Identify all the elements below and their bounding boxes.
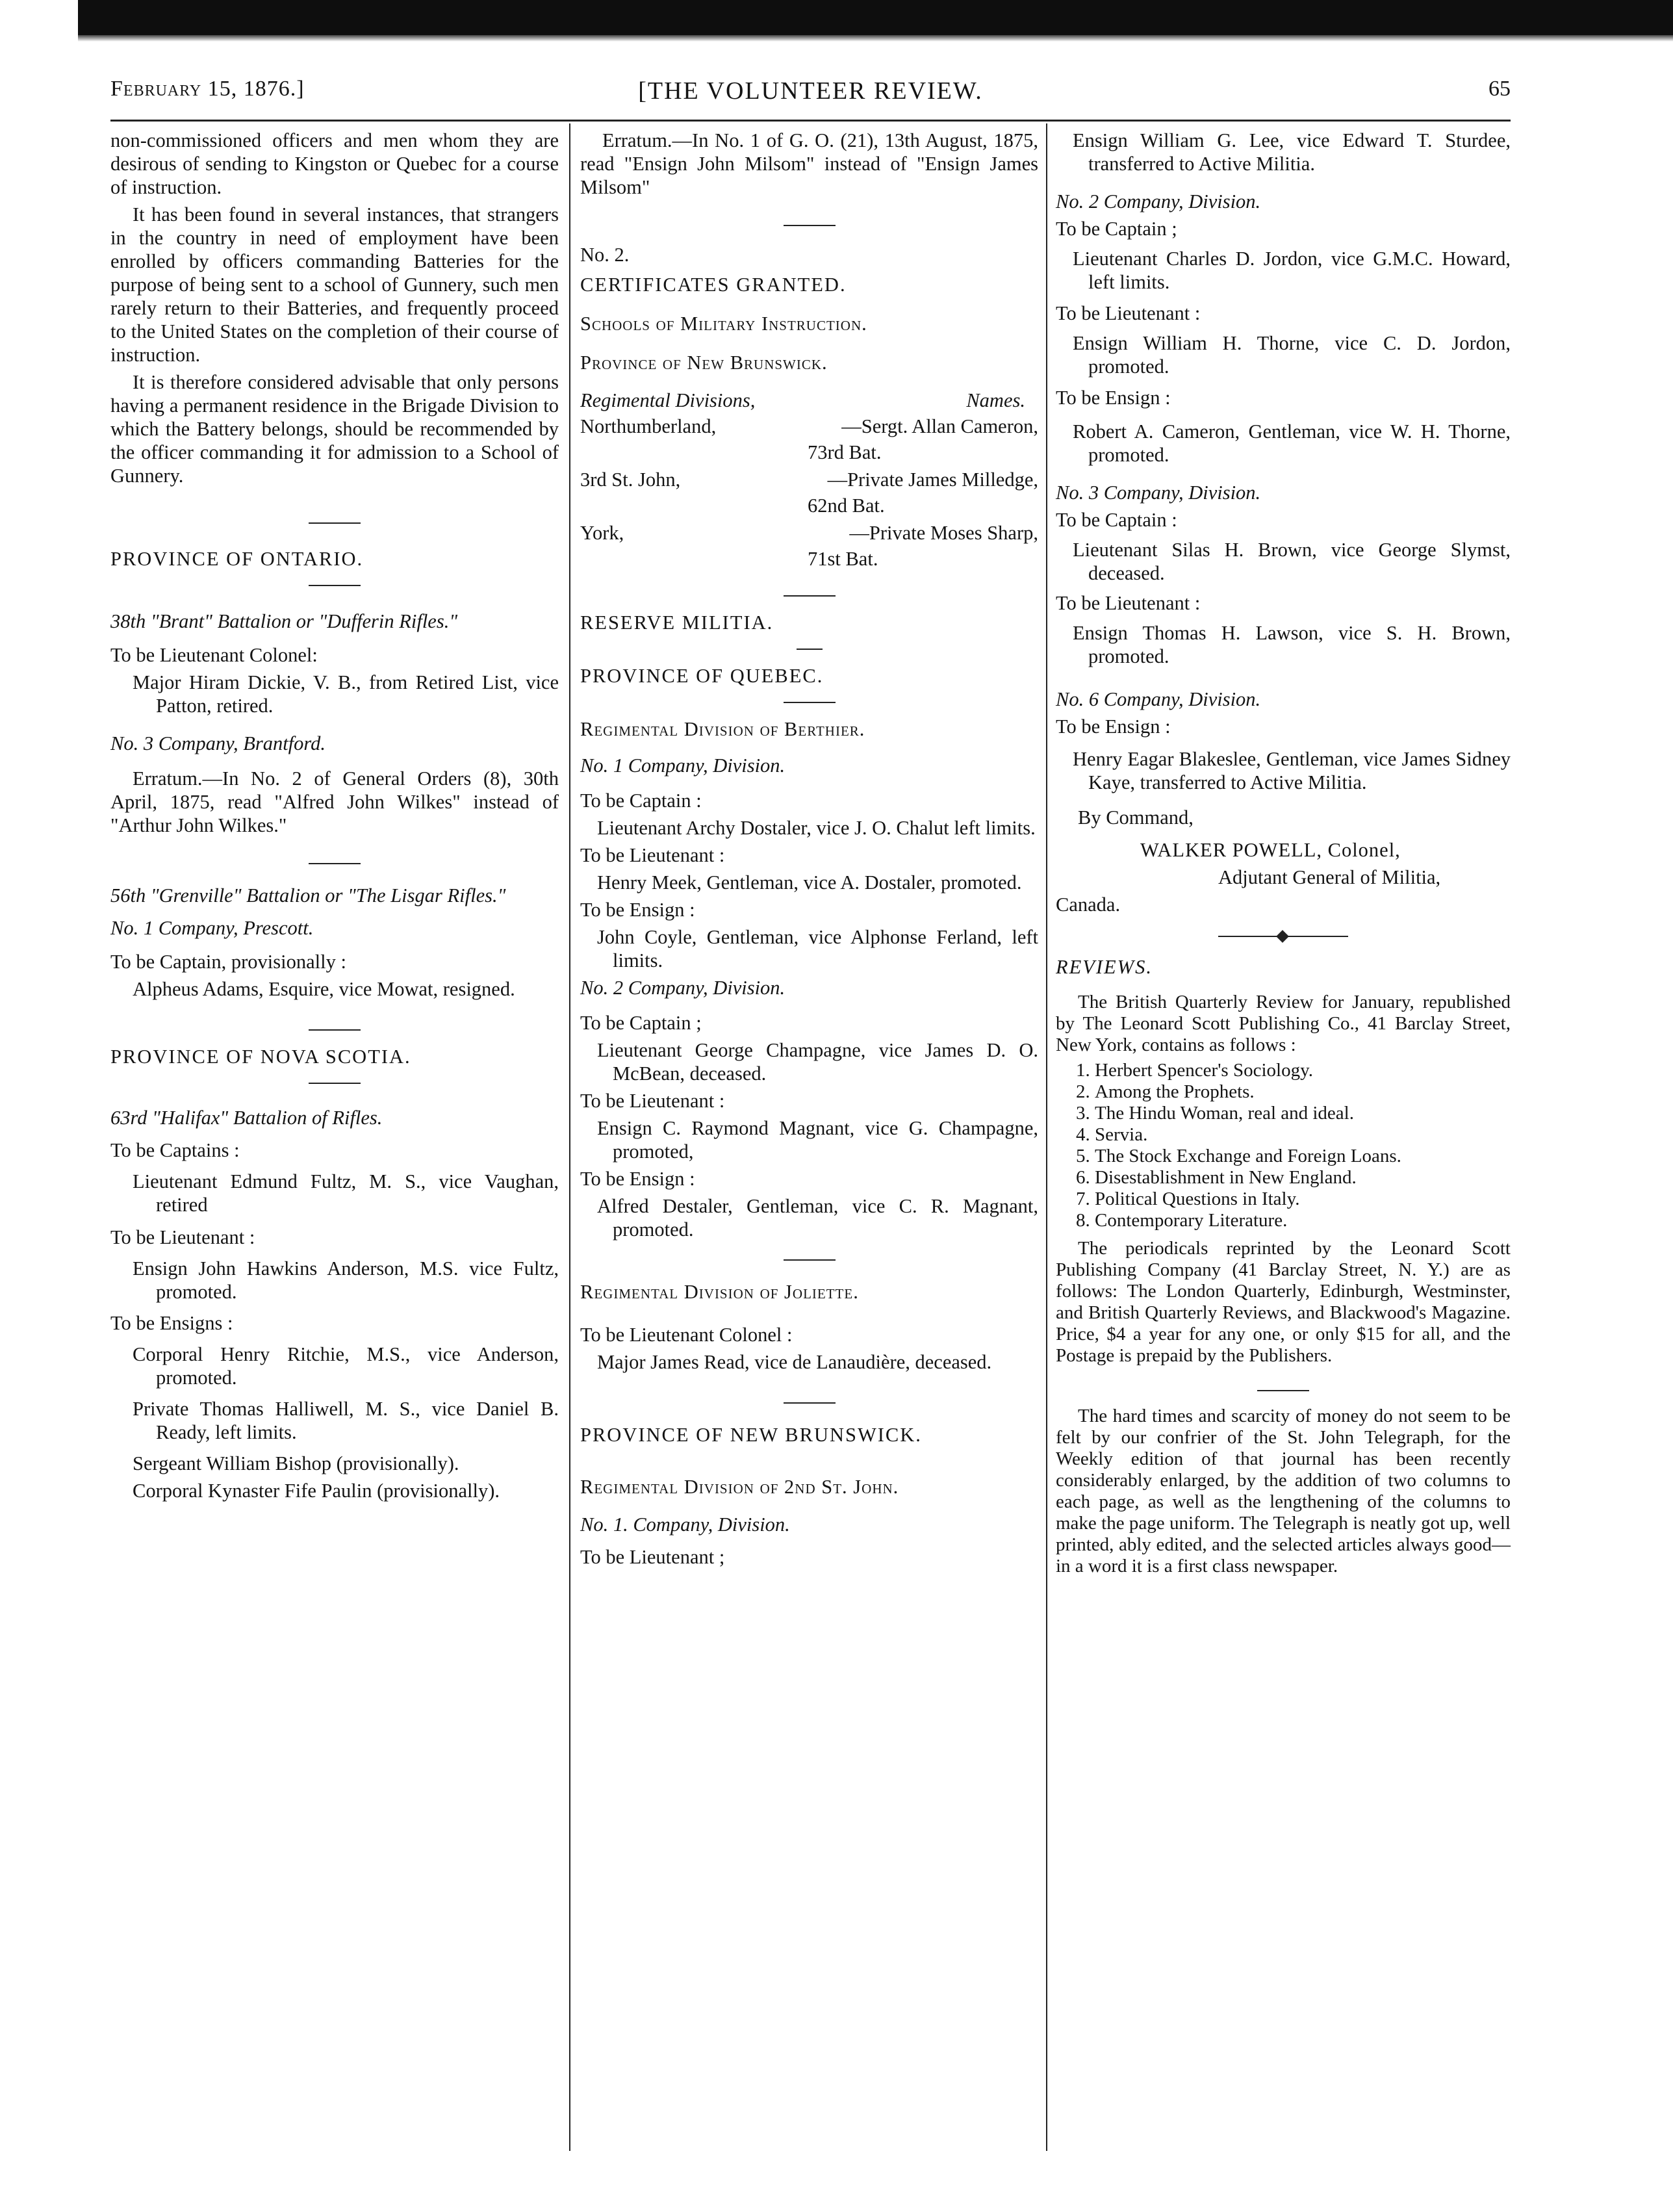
appointment-entry: Corporal Henry Ritchie, M.S., vice Anderson, promoted. <box>133 1343 559 1389</box>
sub-heading: Province of New Brunswick. <box>580 352 828 374</box>
company-heading: No. 1. Company, Division. <box>580 1513 790 1536</box>
header-date: February 15, 1876.] <box>110 77 305 101</box>
column-3 <box>1056 129 1511 1581</box>
section-heading: PROVINCE OF NOVA SCOTIA. <box>110 1046 411 1068</box>
ornament-diamond <box>1276 930 1289 943</box>
company-heading: No. 2 Company, Division. <box>1056 190 1261 212</box>
ornament-divider <box>1218 936 1348 937</box>
sub-heading: Schools of Military Instruction. <box>580 313 867 335</box>
appointment-entry: Corporal Kynaster Fife Paulin (provisionally). <box>133 1480 500 1502</box>
table-header-divisions: Regimental Divisions, <box>580 389 756 411</box>
section-heading: RESERVE MILITIA. <box>580 611 774 634</box>
list-item: 5. The Stock Exchange and Foreign Loans. <box>1095 1146 1511 1167</box>
table-row <box>580 415 1038 464</box>
signer-name: WALKER POWELL, Colonel, <box>1140 839 1401 861</box>
table-row <box>580 521 1038 571</box>
header-title: [THE VOLUNTEER REVIEW. <box>638 77 983 105</box>
sub-heading: Regimental Division of 2nd St. John. <box>580 1476 899 1498</box>
paragraph: The hard times and scarcity of money do not seem to be felt by our confrier of the St. John Telegraph, for the Weekly edition of that journal has been recently considerably enlarged, by the addition of two columns to each page, as well as the lengthening of the columns to make the page uniform. The Telegraph is neatly got up, well printed, ably edited, and the selected articles always good—in a word it is a first class newspaper. <box>1056 1406 1511 1576</box>
cert-name: —Sergt. Allan Cameron, <box>841 415 1038 437</box>
section-divider <box>797 649 823 650</box>
section-divider <box>784 595 836 597</box>
section-divider <box>309 1083 361 1084</box>
header-rule <box>110 120 1511 122</box>
rank-label: To be Captain : <box>580 790 702 812</box>
by-command: By Command, <box>1078 806 1194 829</box>
list-item: 7. Political Questions in Italy. <box>1095 1189 1511 1210</box>
appointment-entry: Alpheus Adams, Esquire, vice Mowat, resigned. <box>133 978 515 1000</box>
rank-label: To be Lieutenant Colonel : <box>580 1324 793 1346</box>
list-item: 1. Herbert Spencer's Sociology. <box>1095 1060 1511 1081</box>
table-row <box>580 468 1038 517</box>
rank-label: To be Captain : <box>1056 509 1177 531</box>
top-bar-edge <box>78 35 1673 42</box>
section-divider <box>309 522 361 524</box>
table-header-names: Names. <box>966 389 1025 411</box>
section-divider <box>784 225 836 226</box>
contents-list <box>1056 1060 1511 1231</box>
rank-label: To be Captain, provisionally : <box>110 951 346 973</box>
appointment-entry: Sergeant William Bishop (provisionally). <box>133 1452 459 1474</box>
appointment-entry: Lieutenant George Champagne, vice James D. O. McBean, deceased. <box>597 1039 1038 1085</box>
appointment-entry: Lieutenant Edmund Fultz, M. S., vice Vaughan, retired <box>133 1170 559 1216</box>
appointment-entry: Lieutenant Charles D. Jordon, vice G.M.C. Howard, left limits. <box>1073 248 1511 293</box>
cert-division: Northumberland, <box>580 415 717 437</box>
section-heading: CERTIFICATES GRANTED. <box>580 274 847 296</box>
appointment-entry: John Coyle, Gentleman, vice Alphonse Ferland, left limits. <box>597 926 1038 971</box>
rank-label: To be Ensign : <box>580 1168 695 1190</box>
paragraph: It has been found in several instances, that strangers in the country in need of employment have been enrolled by officers commanding Batteries for the purpose of being sent to a school of Gunnery, such men rarely return to their Batteries, and frequently proceed to the United States on the completion of their course of instruction. <box>110 203 559 366</box>
list-item: 4. Servia. <box>1095 1124 1511 1146</box>
cert-division: York, <box>580 522 624 544</box>
paragraph: non-commissioned officers and men whom they are desirous of sending to Kingston or Quebec for a course of instruction. <box>110 129 559 198</box>
column-divider-1 <box>569 123 570 2151</box>
page-header <box>110 77 1511 116</box>
section-divider <box>309 1029 361 1031</box>
number-label: No. 2. <box>580 244 630 266</box>
sub-heading: Regimental Division of Joliette. <box>580 1281 859 1303</box>
table-header <box>580 389 1038 412</box>
list-item: 3. The Hindu Woman, real and ideal. <box>1095 1103 1511 1124</box>
battalion-heading: 63rd "Halifax" Battalion of Rifles. <box>110 1107 383 1129</box>
appointment-entry: Lieutenant Silas H. Brown, vice George Slymst, deceased. <box>1073 539 1511 584</box>
paragraph: The periodicals reprinted by the Leonard Scott Publishing Company (41 Barclay Street, N. Y.) are as follows: The London Quarterly, Edinburgh, Westminster, and British Quarterly Reviews, and Blackwood's Magazine. Price, $4 a year for any one, or only $15 for all, and the Postage is prepaid by the Publishers. <box>1056 1238 1511 1366</box>
appointment-entry: Ensign C. Raymond Magnant, vice G. Champagne, promoted, <box>597 1117 1038 1163</box>
rank-label: To be Lieutenant ; <box>580 1546 725 1568</box>
section-divider <box>1257 1390 1309 1391</box>
company-heading: No. 3 Company, Brantford. <box>110 732 326 754</box>
rank-label: To be Lieutenant : <box>1056 302 1201 324</box>
appointment-entry: Ensign Thomas H. Lawson, vice S. H. Brown, promoted. <box>1073 622 1511 667</box>
section-divider <box>309 863 361 864</box>
appointment-entry: Private Thomas Halliwell, M. S., vice Daniel B. Ready, left limits. <box>133 1398 559 1443</box>
cert-unit: 71st Bat. <box>808 548 878 570</box>
appointment-entry: Major James Read, vice de Lanaudière, deceased. <box>597 1351 992 1373</box>
section-heading: PROVINCE OF ONTARIO. <box>110 548 364 570</box>
cert-name: —Private Moses Sharp, <box>849 522 1038 544</box>
battalion-heading: 38th "Brant" Battalion or "Dufferin Rifles." <box>110 610 458 632</box>
rank-label: To be Lieutenant : <box>580 844 725 866</box>
paragraph: The British Quarterly Review for January, republished by The Leonard Scott Publishing Co., 41 Barclay Street, New York, contains as follows : <box>1056 992 1511 1055</box>
section-divider <box>784 702 836 703</box>
company-heading: No. 6 Company, Division. <box>1056 688 1261 710</box>
rank-label: To be Lieutenant Colonel: <box>110 644 318 666</box>
erratum-note: Erratum.—In No. 2 of General Orders (8), 30th April, 1875, read "Alfred John Wilkes" instead of "Arthur John Wilkes." <box>110 767 559 836</box>
section-divider <box>309 585 361 586</box>
rank-label: To be Ensign : <box>1056 387 1171 409</box>
rank-label: To be Ensign : <box>1056 715 1171 738</box>
column-divider-2 <box>1046 123 1047 2151</box>
battalion-heading: 56th "Grenville" Battalion or "The Lisgar Rifles." <box>110 884 506 907</box>
signer-title: Adjutant General of Militia, <box>1218 866 1441 888</box>
top-black-bar <box>78 0 1673 35</box>
cert-unit: 62nd Bat. <box>808 495 885 517</box>
appointment-entry: Ensign William H. Thorne, vice C. D. Jordon, promoted. <box>1073 332 1511 378</box>
signer-place: Canada. <box>1056 894 1121 916</box>
section-heading: REVIEWS. <box>1056 956 1153 978</box>
section-divider <box>784 1402 836 1404</box>
rank-label: To be Ensigns : <box>110 1312 233 1334</box>
appointment-entry: Ensign John Hawkins Anderson, M.S. vice Fultz, promoted. <box>133 1257 559 1303</box>
appointment-entry: Major Hiram Dickie, V. B., from Retired List, vice Patton, retired. <box>133 671 559 717</box>
sub-heading: Regimental Division of Berthier. <box>580 718 865 740</box>
list-item: 8. Contemporary Literature. <box>1095 1210 1511 1231</box>
section-heading: PROVINCE OF QUEBEC. <box>580 665 824 687</box>
section-divider <box>784 1259 836 1261</box>
rank-label: To be Captain ; <box>580 1012 702 1034</box>
section-heading: PROVINCE OF NEW BRUNSWICK. <box>580 1424 922 1446</box>
rank-label: To be Captain ; <box>1056 218 1177 240</box>
rank-label: To be Lieutenant : <box>1056 592 1201 614</box>
list-item: 6. Disestablishment in New England. <box>1095 1167 1511 1189</box>
appointment-entry: Alfred Destaler, Gentleman, vice C. R. Magnant, promoted. <box>597 1195 1038 1241</box>
header-page-number: 65 <box>1488 77 1511 101</box>
company-heading: No. 2 Company, Division. <box>580 977 785 999</box>
certificates-table <box>580 415 1038 571</box>
rank-label: To be Lieutenant : <box>110 1226 255 1248</box>
appointment-entry: Robert A. Cameron, Gentleman, vice W. H. Thorne, promoted. <box>1073 420 1511 466</box>
column-1 <box>110 129 559 1506</box>
column-2 <box>580 129 1038 1573</box>
list-item: 2. Among the Prophets. <box>1095 1081 1511 1103</box>
cert-division: 3rd St. John, <box>580 469 681 491</box>
erratum-note: Erratum.—In No. 1 of G. O. (21), 13th August, 1875, read "Ensign John Milsom" instead of "Ensign James Milsom" <box>580 129 1038 198</box>
cert-unit: 73rd Bat. <box>808 441 882 463</box>
rank-label: To be Lieutenant : <box>580 1090 725 1112</box>
appointment-entry: Henry Meek, Gentleman, vice A. Dostaler, promoted. <box>597 871 1022 894</box>
appointment-entry: Lieutenant Archy Dostaler, vice J. O. Chalut left limits. <box>597 817 1036 839</box>
company-heading: No. 1 Company, Division. <box>580 754 785 777</box>
paragraph: It is therefore considered advisable that only persons having a permanent residence in the Brigade Division to which the Battery belongs, should be recommended by the officer commanding it for admission to a School of Gunnery. <box>110 371 559 487</box>
company-heading: No. 3 Company, Division. <box>1056 482 1261 504</box>
rank-label: To be Captains : <box>110 1139 240 1161</box>
rank-label: To be Ensign : <box>580 899 695 921</box>
cert-name: —Private James Milledge, <box>827 469 1038 491</box>
company-heading: No. 1 Company, Prescott. <box>110 917 314 939</box>
appointment-entry: Ensign William G. Lee, vice Edward T. Sturdee, transferred to Active Militia. <box>1073 129 1511 175</box>
appointment-entry: Henry Eagar Blakeslee, Gentleman, vice James Sidney Kaye, transferred to Active Militia. <box>1073 748 1511 793</box>
